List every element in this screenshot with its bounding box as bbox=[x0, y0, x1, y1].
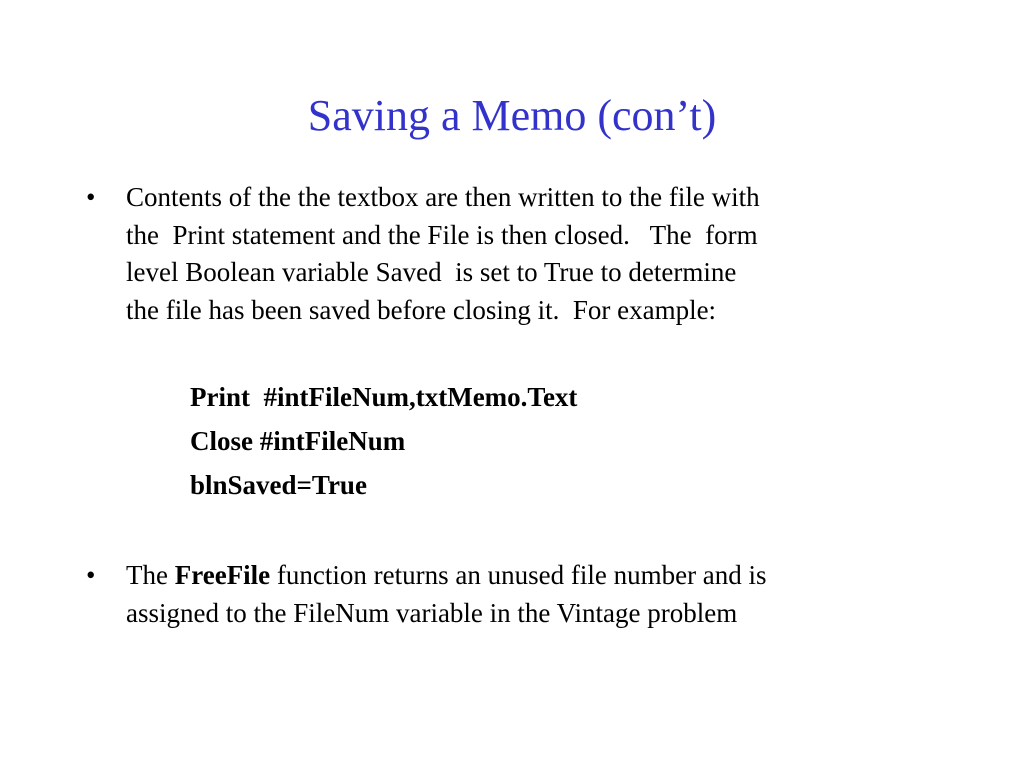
bullet-1-line-3: level Boolean variable Saved is set to True to determine bbox=[126, 257, 737, 287]
bullet-2-suffix: function returns an unused file number and is bbox=[270, 560, 767, 590]
bullet-2-line-1 bbox=[126, 557, 966, 595]
code-example bbox=[190, 375, 577, 507]
slide-title: Saving a Memo (con’t) bbox=[307, 91, 717, 140]
bullet-marker: • bbox=[86, 560, 96, 590]
freefile-keyword: FreeFile bbox=[174, 560, 271, 590]
bullet-1-line-1: Contents of the the textbox are then written to the file with bbox=[126, 182, 760, 212]
bullet-1-line-2: the Print statement and the File is then closed. The form bbox=[126, 219, 758, 250]
bullet-2-prefix: The bbox=[126, 560, 175, 590]
code-line-close: Close #intFileNum bbox=[190, 426, 406, 456]
code-line-saved: blnSaved=True bbox=[190, 470, 367, 500]
bullet-text-2 bbox=[126, 557, 966, 632]
code-line-print: Print #intFileNum,txtMemo.Text bbox=[190, 382, 578, 412]
bullet-1-line-4: the file has been saved before closing it. For example: bbox=[126, 294, 717, 325]
bullet-text-1 bbox=[126, 179, 966, 329]
bullet-2-line-2: assigned to the FileNum variable in the Vintage problem bbox=[126, 597, 738, 628]
bullet-marker: • bbox=[86, 182, 96, 212]
